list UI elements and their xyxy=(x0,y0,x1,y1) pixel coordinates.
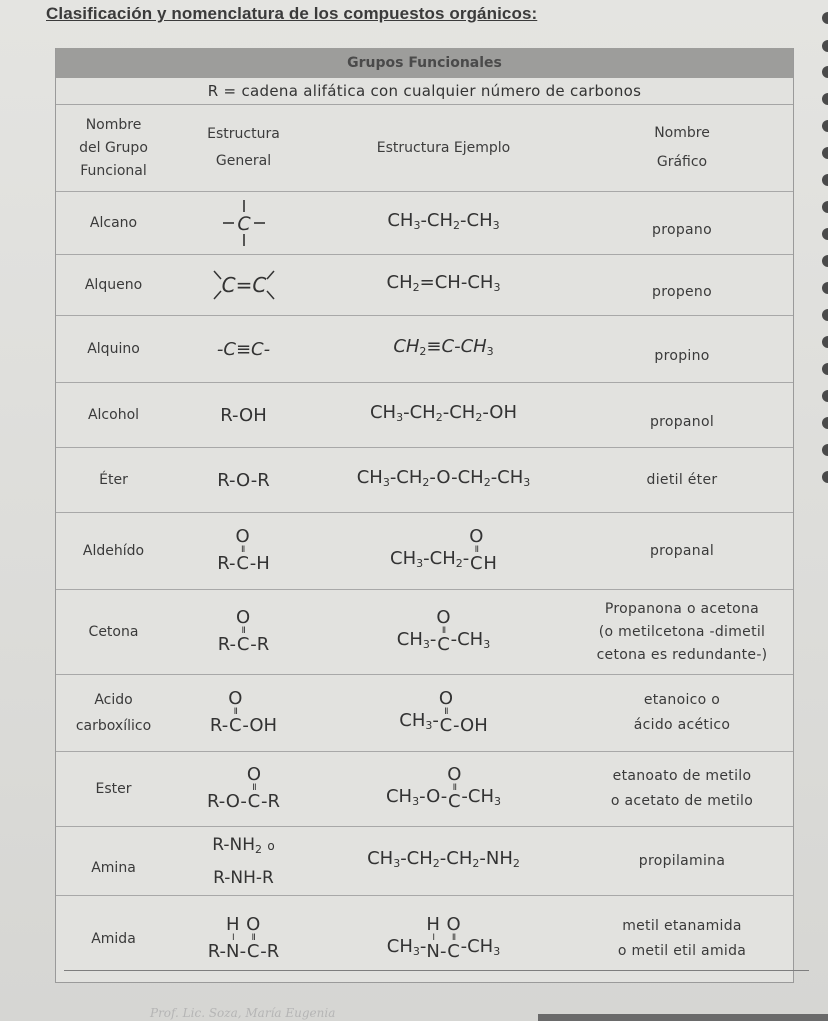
example-structure: $CH_3-CH_2-CH_2-NH_2$ xyxy=(367,847,520,870)
header-group-name xyxy=(56,105,171,191)
graphic-name xyxy=(571,752,793,826)
graphic-line: metil etanamida xyxy=(622,918,742,934)
group-name: Ester xyxy=(95,780,132,797)
table-row xyxy=(56,383,793,448)
group-name: Aldehído xyxy=(82,542,145,559)
amine-nh-icon: H I N xyxy=(426,914,440,962)
graphic-line: etanoato de metilo xyxy=(612,768,752,784)
graphic-name: propanol xyxy=(649,414,715,430)
binder-ring xyxy=(822,336,828,348)
binder-ring xyxy=(822,390,828,402)
r-definition: R = cadena alifática con cualquier número de carbonos xyxy=(56,78,793,105)
alkene-double-bond-icon xyxy=(204,263,284,307)
example-structure: $CH_2\equiv C-CH_3$ xyxy=(393,335,494,358)
carbonyl-icon: O II C xyxy=(436,607,451,655)
header-line: Funcional xyxy=(80,162,147,179)
graphic-line: cetona es redundante-) xyxy=(596,646,768,663)
header-example-structure: Estructura Ejemplo xyxy=(376,139,511,156)
group-name xyxy=(56,675,171,751)
alkane-carbon-icon xyxy=(219,198,269,248)
general-structure: -C≡C- xyxy=(216,338,271,360)
example-structure: $CH_3-CH_2-CH_3$ xyxy=(387,209,500,232)
carbonyl-icon: O II C xyxy=(469,526,484,574)
name-line: carboxílico xyxy=(75,718,152,734)
table-title: Grupos Funcionales xyxy=(56,48,793,78)
binder-ring xyxy=(822,309,828,321)
group-name: Alcohol xyxy=(87,406,140,423)
binder-ring xyxy=(822,40,828,52)
graphic-name: propano xyxy=(652,222,712,238)
svg-text:C: C xyxy=(236,213,251,235)
carbonyl-icon: O II C xyxy=(438,688,454,736)
functional-groups-table xyxy=(55,48,794,983)
binder-ring xyxy=(822,147,828,159)
carbonyl-icon: O II C xyxy=(246,764,262,812)
header-line: Nombre xyxy=(85,116,142,133)
table-row xyxy=(56,255,793,316)
example-structure: $CH_3-$ O II C $-CH_3$ xyxy=(396,607,491,655)
footer-divider xyxy=(64,970,809,971)
group-name: Cetona xyxy=(88,623,139,640)
graphic-line: ácido acético xyxy=(633,717,731,733)
binder-ring xyxy=(822,93,828,105)
table-row xyxy=(56,448,793,513)
graphic-line: Propanona o acetona xyxy=(604,600,760,617)
graphic-name: propilamina xyxy=(638,853,726,869)
binder-ring xyxy=(822,201,828,213)
carbonyl-icon: O II C xyxy=(446,914,461,962)
general-structure: $R-NH_2$ o R-NH-R xyxy=(212,834,275,888)
graphic-name: propanal xyxy=(649,543,715,559)
name-line: Acido xyxy=(94,692,133,708)
general-structure: R- O II C -OH xyxy=(209,688,278,736)
graphic-line: (o metilcetona -dimetil xyxy=(598,623,766,640)
binder-rings xyxy=(818,0,828,520)
carbonyl-icon: O II C xyxy=(447,764,462,812)
group-name: Éter xyxy=(99,471,128,488)
table-row xyxy=(56,590,793,675)
binder-ring xyxy=(822,12,828,24)
svg-text:C=C: C=C xyxy=(221,273,266,297)
general-structure xyxy=(171,255,316,315)
group-name: Amina xyxy=(91,859,136,876)
general-structure: R-OH xyxy=(220,404,267,426)
general-structure: R- O II C -R xyxy=(217,607,270,655)
header-line: Estructura xyxy=(207,126,280,142)
table-row xyxy=(56,513,793,590)
binder-ring xyxy=(822,255,828,267)
carbonyl-icon: O II C xyxy=(228,688,243,736)
binder-ring xyxy=(822,228,828,240)
binder-ring xyxy=(822,120,828,132)
binder-ring xyxy=(822,417,828,429)
example-structure: $CH_3-CH_2-CH_2-OH$ xyxy=(369,401,518,424)
binder-ring xyxy=(822,363,828,375)
graphic-name: dietil éter xyxy=(646,472,718,488)
table-row xyxy=(56,752,793,827)
general-structure: R-O- O II C -R xyxy=(206,764,281,812)
document-title: Clasificación y nomenclatura de los compuestos orgánicos: xyxy=(46,4,538,23)
footer-author: Prof. Lic. Soza, María Eugenia xyxy=(150,1006,336,1020)
header-line: Nombre xyxy=(654,125,710,141)
carbonyl-icon: O II C xyxy=(246,914,261,962)
example-structure: $CH_3-CH_2-$ O II C H xyxy=(390,526,497,574)
general-structure: R- O II C -H xyxy=(217,526,270,574)
example-structure: $CH_3-CH_2-O-CH_2-CH_3$ xyxy=(356,466,531,489)
binder-ring xyxy=(822,66,828,78)
graphic-line: o acetato de metilo xyxy=(610,793,754,809)
footer-bar xyxy=(538,1014,828,1021)
amine-nh-icon: H I N xyxy=(226,914,240,962)
example-structure: $CH_2=CH-CH_3$ xyxy=(386,271,501,294)
general-structure: R- H I N - O II C -R xyxy=(207,914,280,962)
header-line: del Grupo xyxy=(79,139,148,156)
header-line: General xyxy=(215,153,272,169)
binder-ring xyxy=(822,282,828,294)
group-name: Alcano xyxy=(89,214,138,231)
group-name: Alquino xyxy=(87,340,140,357)
binder-ring xyxy=(822,471,828,483)
header-line: Gráfico xyxy=(656,154,708,170)
example-structure: $CH_3-$ H I N - O II C $-CH_3$ xyxy=(386,914,501,962)
graphic-line: etanoico o xyxy=(643,692,721,708)
header-graphic-name xyxy=(571,105,793,191)
table-row xyxy=(56,316,793,383)
group-name: Alqueno xyxy=(84,276,143,293)
graphic-name xyxy=(571,675,793,751)
graphic-name: propino xyxy=(654,348,710,364)
table-row xyxy=(56,675,793,752)
group-name: Amida xyxy=(91,930,136,947)
binder-ring xyxy=(822,444,828,456)
table-row xyxy=(56,192,793,255)
table-header-row xyxy=(56,105,793,192)
graphic-name xyxy=(571,590,793,674)
carbonyl-icon: O II C xyxy=(236,607,251,655)
example-structure: $CH_3-O-$ O II C $-CH_3$ xyxy=(385,764,502,812)
binder-ring xyxy=(822,174,828,186)
header-general-structure xyxy=(171,105,316,191)
graphic-name: propeno xyxy=(652,284,712,300)
general-structure: R-O-R xyxy=(217,469,270,491)
graphic-line: o metil etil amida xyxy=(617,943,747,959)
example-structure: $CH_3-$ O II C -OH xyxy=(399,688,488,736)
general-structure xyxy=(171,192,316,254)
table-row xyxy=(56,827,793,896)
carbonyl-icon: O II C xyxy=(235,526,250,574)
